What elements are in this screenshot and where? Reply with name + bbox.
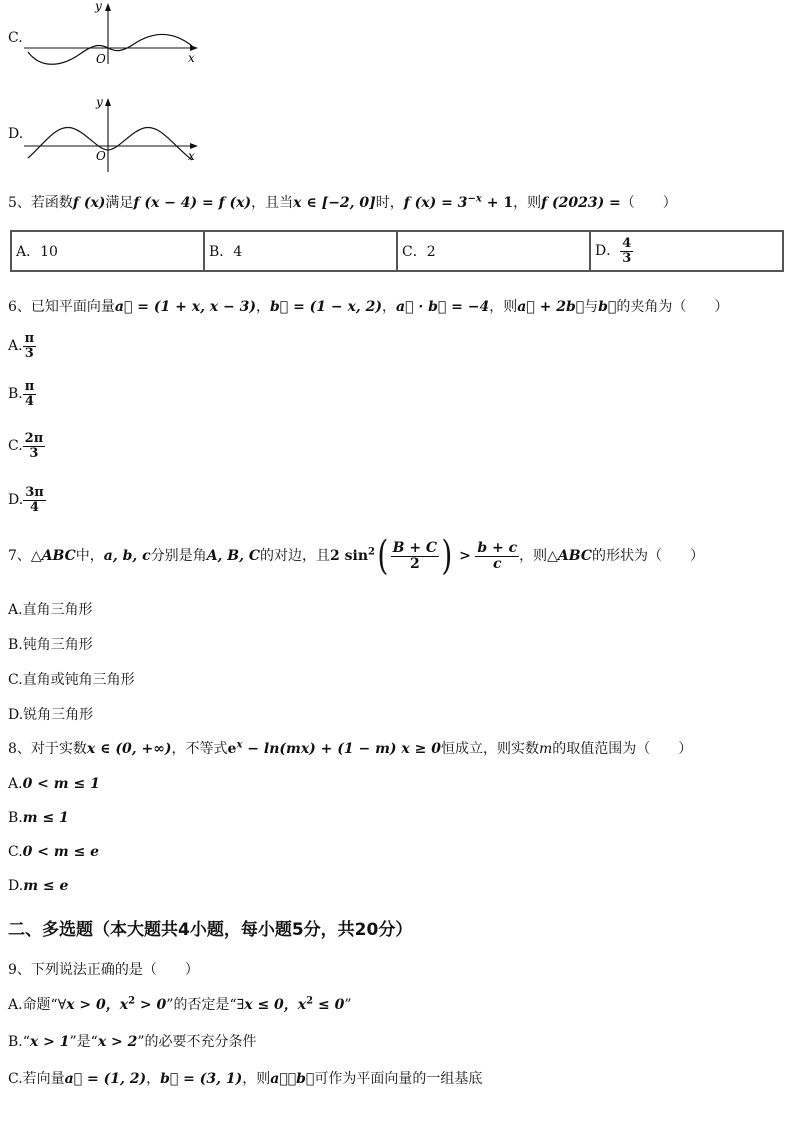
q5-option-c[interactable]: C．2 [397, 231, 590, 271]
graph-c-origin: O [96, 52, 106, 66]
q5-stem: 5、若函数f (x)满足f (x − 4) = f (x)，且当x ∈ [−2, 0]时，f $(x) = 3^{-x} + 1$，则f (2023) =（ ） [8, 193, 677, 211]
graph-d-curve [28, 127, 192, 160]
graph-c-x-label: x [188, 51, 195, 65]
q5-option-d[interactable]: D． $\frac{4}{3}$ [590, 231, 783, 271]
q5-options-table [10, 230, 784, 272]
q8-option-b[interactable]: B.m ≤ 1 [8, 810, 69, 826]
q8-option-c[interactable]: C.0 < m ≤ e [8, 844, 100, 860]
q6-option-d[interactable]: D. $\frac{3\pi}{4}$ [8, 485, 44, 515]
graph-c-y-label: y [95, 0, 102, 13]
q9-option-b[interactable]: B.“x > 1”是“x > 2”的必要不充分条件 [8, 1034, 257, 1050]
q9-option-c[interactable]: C.若向量a⃗ = (1, 2)，b⃗ = (3, 1)，则a⃗，b⃗可作为平面向量的一组基底 [8, 1071, 483, 1087]
graph-c-label: C. [8, 30, 23, 46]
q5-option-b[interactable]: B．4 [204, 231, 397, 271]
q8-option-d[interactable]: D.m ≤ e [8, 878, 69, 894]
q7-option-c[interactable]: C.直角或钝角三角形 [8, 672, 135, 688]
graph-d-plot [22, 94, 204, 174]
q8-stem: 8、对于实数x ∈ (0, +∞)，不等式$e^x - \ln(mx) + (1 - m) x \ge 0$恒成立，则实数m的取值范围为（ ） [8, 739, 693, 757]
q8-option-a[interactable]: A.0 < m ≤ 1 [8, 776, 100, 792]
section-title-multi-choice: 二、多选题（本大题共4小题，每小题5分，共20分） [8, 920, 413, 940]
graph-d-x-label: x [188, 149, 195, 163]
graph-d-label: D. [8, 126, 24, 142]
graph-c-curve [28, 35, 192, 65]
q6-option-b[interactable]: B. $\frac{\pi}{4}$ [8, 379, 35, 409]
q6-option-c[interactable]: C. $\frac{2\pi}{3}$ [8, 431, 44, 461]
graph-c-plot [22, 0, 202, 66]
q9-option-a[interactable]: A.命题“∀x > 0，$x^2 > 0$”的否定是“∃x ≤ 0，$x^2 \le 0$” [8, 995, 352, 1013]
graph-d-origin: O [96, 149, 106, 163]
graph-d-y-label: y [96, 95, 103, 109]
graph-d-y-arrow [105, 98, 111, 106]
q7-stem: 7、△ABC中，a, b, c分别是角A, B, C的对边，且2 $\sin^2$( $\frac{B + C}{2}$ ) > $\frac{b + c}{c}$ ，则△ABC的形状为（ ） [8, 533, 705, 579]
q7-option-b[interactable]: B.钝角三角形 [8, 637, 93, 653]
q6-option-a[interactable]: A. $\frac{\pi}{3}$ [8, 331, 35, 361]
graph-c-y-arrow [105, 3, 111, 11]
q5-option-a[interactable]: A．10 [11, 231, 204, 271]
q6-stem: 6、已知平面向量a⃗ = (1 + x, x − 3)，b⃗ = (1 − x, 2)，a⃗ · b⃗ = −4，则a⃗ + 2b⃗与b⃗的夹角为（ ） [8, 299, 729, 315]
q7-option-d[interactable]: D.锐角三角形 [8, 707, 94, 723]
q9-stem: 9、下列说法正确的是（ ） [8, 962, 199, 978]
q7-option-a[interactable]: A.直角三角形 [8, 602, 93, 618]
